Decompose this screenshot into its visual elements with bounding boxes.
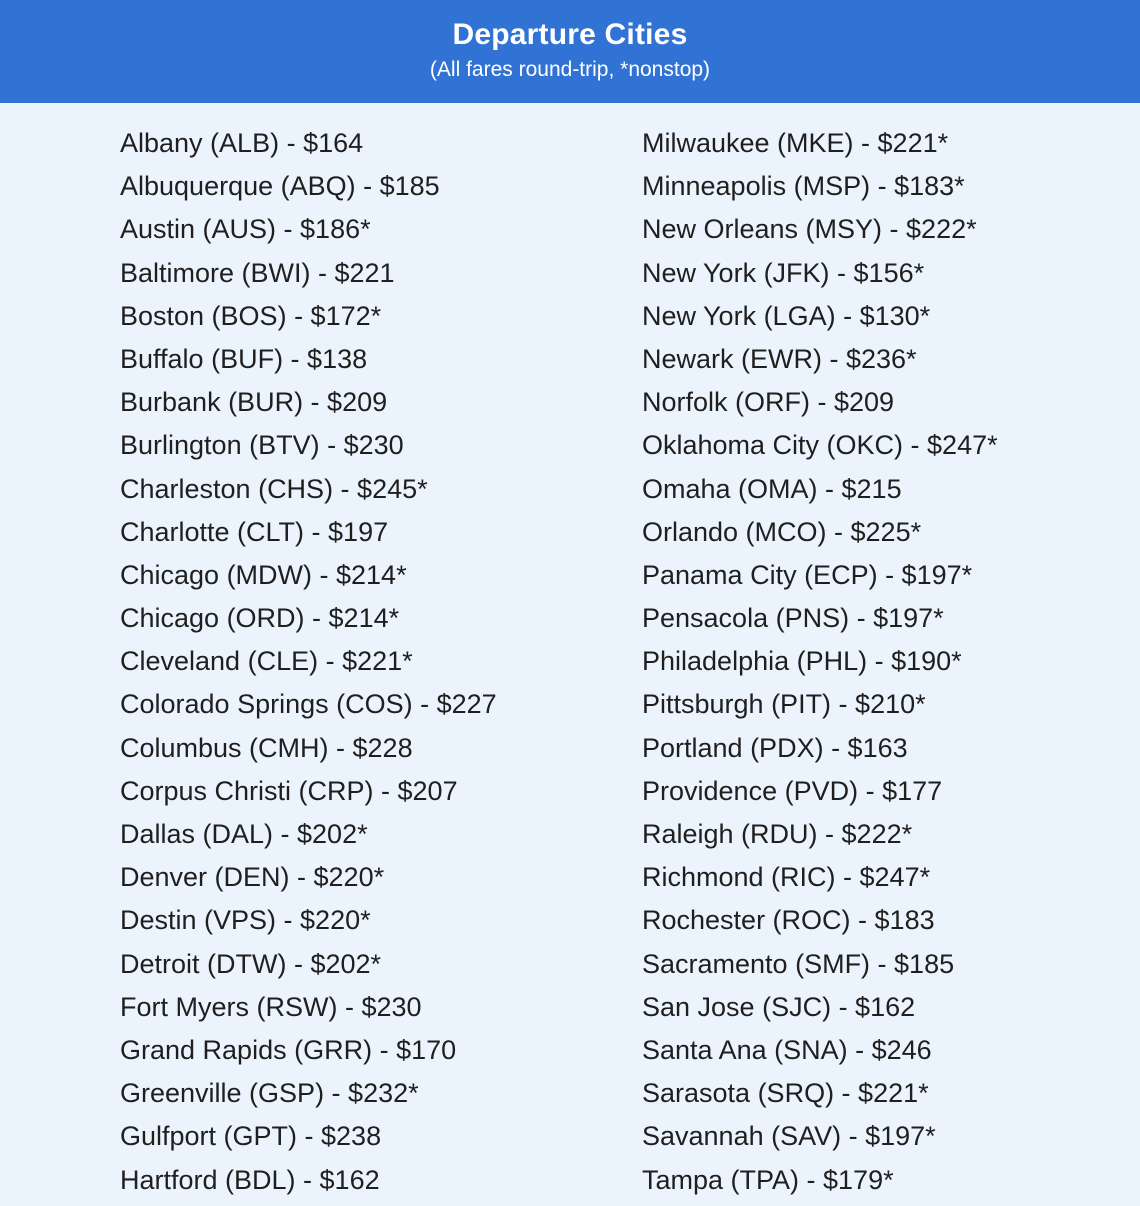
city-fare-item: Omaha (OMA) - $215 — [642, 473, 902, 504]
city-list-left — [120, 122, 497, 1202]
city-fare-item: Albany (ALB) - $164 — [120, 128, 364, 158]
city-fare-item: Providence (PVD) - $177 — [642, 775, 943, 806]
city-fare-item: Buffalo (BUF) - $138 — [120, 343, 368, 374]
city-fare-item: Austin (AUS) - $186* — [120, 214, 371, 245]
city-fare-item: Colorado Springs (COS) - $227 — [120, 689, 497, 720]
city-fare-item: Boston (BOS) - $172* — [120, 300, 382, 331]
city-fare-item: Norfolk (ORF) - $209 — [642, 387, 895, 418]
city-fare-item: New Orleans (MSY) - $222* — [642, 214, 977, 245]
city-fare-item: New York (JFK) - $156* — [642, 257, 925, 288]
city-fare-item: Sarasota (SRQ) - $221* — [642, 1078, 929, 1109]
city-fare-item: Pensacola (PNS) - $197* — [642, 603, 944, 634]
city-fare-item: Baltimore (BWI) - $221 — [120, 257, 395, 288]
city-fare-item: Panama City (ECP) - $197* — [642, 559, 973, 590]
city-fare-item: Cleveland (CLE) - $221* — [120, 646, 413, 677]
city-fare-item: Columbus (CMH) - $228 — [120, 732, 413, 763]
city-fare-item: Dallas (DAL) - $202* — [120, 819, 368, 849]
city-fare-item: Gulfport (GPT) - $238 — [120, 1121, 382, 1152]
header-banner — [0, 0, 1140, 103]
city-fare-item: Rochester (ROC) - $183 — [642, 905, 935, 936]
city-fare-item: Chicago (ORD) - $214* — [120, 603, 400, 634]
city-fare-item: Raleigh (RDU) - $222* — [642, 819, 913, 849]
city-fare-item: Orlando (MCO) - $225* — [642, 516, 922, 547]
city-fare-item: Hartford (BDL) - $162 — [120, 1164, 380, 1195]
city-fare-item: Minneapolis (MSP) - $183* — [642, 171, 965, 202]
city-fare-item: San Jose (SJC) - $162 — [642, 991, 916, 1022]
city-fare-item: Greenville (GSP) - $232* — [120, 1078, 419, 1109]
city-fare-item: Richmond (RIC) - $247* — [642, 862, 931, 893]
city-fare-item: New York (LGA) - $130* — [642, 300, 931, 331]
city-fare-item: Corpus Christi (CRP) - $207 — [120, 775, 458, 806]
city-fare-item: Destin (VPS) - $220* — [120, 905, 371, 936]
city-fare-item: Burlington (BTV) - $230 — [120, 430, 404, 461]
city-fare-item: Santa Ana (SNA) - $246 — [642, 1034, 932, 1065]
city-fare-item: Newark (EWR) - $236* — [642, 343, 917, 374]
city-fare-item: Burbank (BUR) - $209 — [120, 387, 388, 418]
city-fare-item: Portland (PDX) - $163 — [642, 732, 908, 763]
city-fare-item: Pittsburgh (PIT) - $210* — [642, 689, 926, 720]
city-fare-item: Savannah (SAV) - $197* — [642, 1121, 936, 1152]
page-subtitle: (All fares round-trip, *nonstop) — [429, 58, 711, 81]
city-fare-item: Chicago (MDW) - $214* — [120, 559, 407, 590]
city-fare-item: Tampa (TPA) - $179* — [642, 1164, 894, 1195]
city-fare-item: Milwaukee (MKE) - $221* — [642, 128, 949, 158]
page-title: Departure Cities — [452, 18, 688, 51]
city-fare-item: Fort Myers (RSW) - $230 — [120, 991, 422, 1022]
city-fare-item: Charlotte (CLT) - $197 — [120, 516, 389, 547]
city-fare-item: Detroit (DTW) - $202* — [120, 948, 382, 979]
city-fare-item: Sacramento (SMF) - $185 — [642, 948, 955, 979]
city-fare-item: Denver (DEN) - $220* — [120, 862, 385, 893]
city-list-right — [642, 122, 998, 1202]
city-fare-item: Albuquerque (ABQ) - $185 — [120, 171, 440, 202]
city-fare-item: Charleston (CHS) - $245* — [120, 473, 428, 504]
city-fare-item: Philadelphia (PHL) - $190* — [642, 646, 962, 677]
city-fare-item: Oklahoma City (OKC) - $247* — [642, 430, 998, 461]
city-fare-item: Grand Rapids (GRR) - $170 — [120, 1034, 457, 1065]
